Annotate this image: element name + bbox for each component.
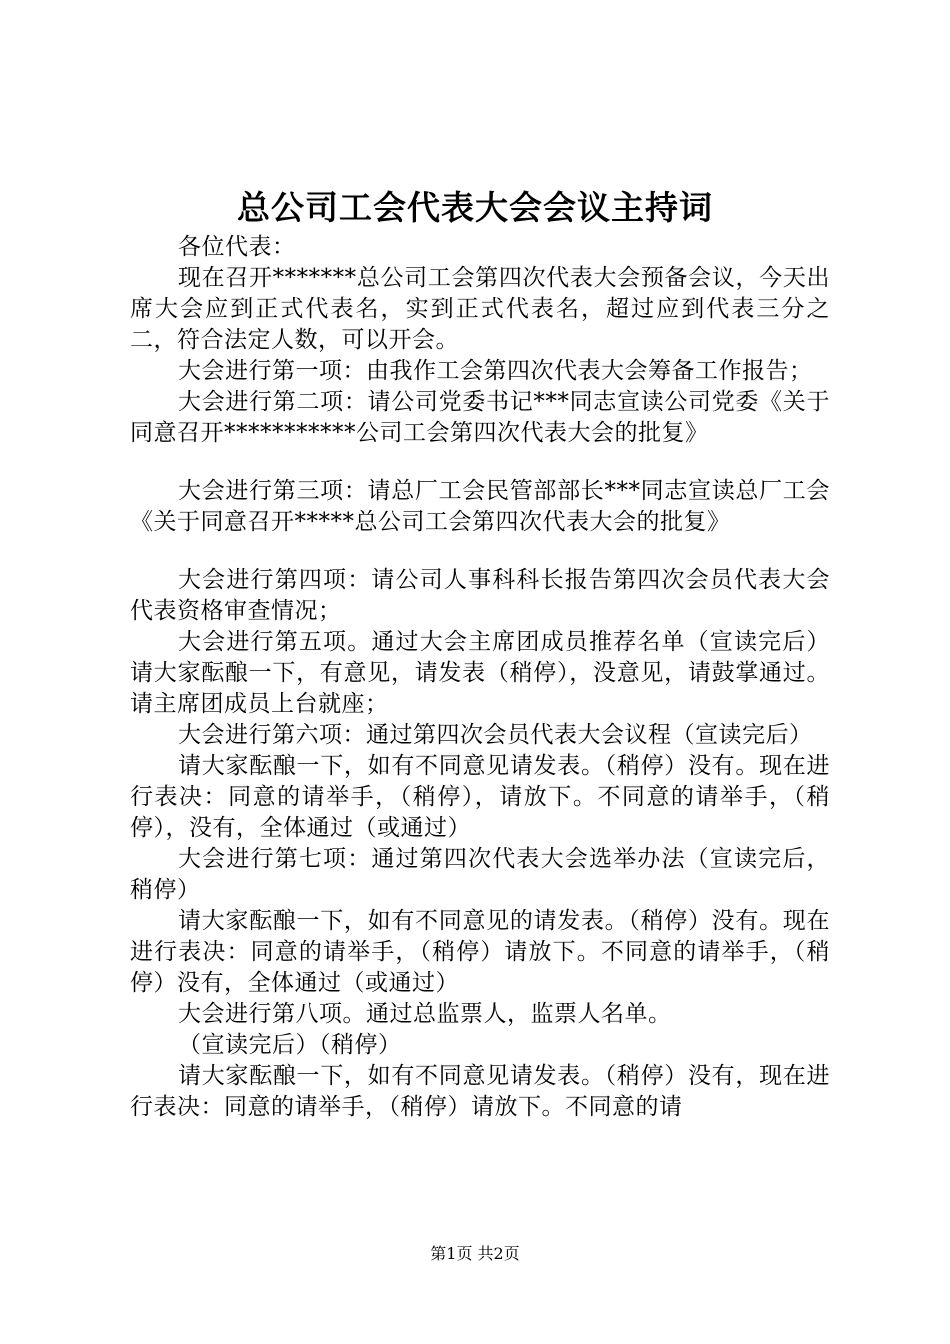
document-title: 总公司工会代表大会会议主持词 <box>237 188 713 227</box>
paragraph-item-2: 大会进行第二项：请公司党委书记***同志宣读公司党委《关于同意召开***********公司工会第四次代表大会的批复》 <box>130 389 830 446</box>
paragraph-salutation: 各位代表： <box>178 234 296 260</box>
page-footer: 第1页 共2页 <box>430 1244 520 1263</box>
paragraph-item-5: 大会进行第五项。通过大会主席团成员推荐名单（宣读完后）请大家酝酿一下，有意见，请发表（稍停），没意见，请鼓掌通过。请主席团成员上台就座； <box>130 629 830 717</box>
paragraph-item-8: 大会进行第八项。通过总监票人，监票人名单。 <box>178 1001 672 1027</box>
paragraph-opening: 现在召开*******总公司工会第四次代表大会预备会议，今天出席大会应到正式代表名，实到正式代表名，超过应到代表三分之二，符合法定人数，可以开会。 <box>130 265 830 353</box>
paragraph-vote-6: 请大家酝酿一下，如有不同意见请发表。（稍停）没有。现在进行表决：同意的请举手，（稍停），请放下。不同意的请举手，（稍停），没有，全体通过（或通过） <box>130 753 830 841</box>
paragraph-vote-8: 请大家酝酿一下，如有不同意见请发表。（稍停）没有，现在进行表决：同意的请举手，（稍停）请放下。不同意的请 <box>130 1063 830 1120</box>
paragraph-item-3: 大会进行第三项：请总厂工会民管部部长***同志宣读总厂工会《关于同意召开*****总公司工会第四次代表大会的批复》 <box>130 478 830 535</box>
paragraph-item-7: 大会进行第七项：通过第四次代表大会选举办法（宣读完后，稍停） <box>130 846 830 903</box>
paragraph-item-4: 大会进行第四项：请公司人事科科长报告第四次会员代表大会代表资格审查情况； <box>130 567 830 624</box>
paragraph-item-1: 大会进行第一项：由我作工会第四次代表大会筹备工作报告； <box>178 358 813 384</box>
paragraph-item-6: 大会进行第六项：通过第四次会员代表大会议程（宣读完后） <box>178 722 813 748</box>
paragraph-vote-7: 请大家酝酿一下，如有不同意见的请发表。（稍停）没有。现在进行表决：同意的请举手，（稍停）请放下。不同意的请举手，（稍停）没有，全体通过（或通过） <box>130 908 830 996</box>
document-body <box>130 232 830 1123</box>
paragraph-item-8-note: （宣读完后）（稍停） <box>178 1032 402 1058</box>
